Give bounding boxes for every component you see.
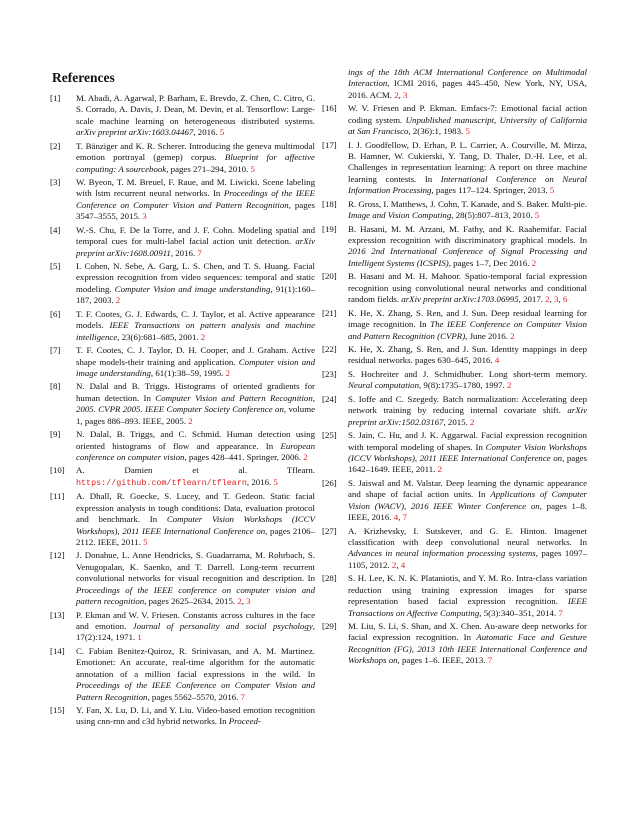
reference-venue: IEEE Transactions on Affective Computing bbox=[348, 596, 587, 618]
reference-entry bbox=[322, 394, 587, 428]
reference-venue: Proceedings of the IEEE Conference on Computer Vision and Pattern Recognition bbox=[76, 188, 315, 210]
reference-text: , pages 117–124. Springer, 2013. bbox=[431, 185, 550, 196]
reference-text: C. Fabian Benitez-Quiroz, R. Srinivasan, and A. M. Martinez. Emotionet: An accurate, real-time algorithm for the automatic annotation of a million facial expressions in the wild. In bbox=[76, 645, 315, 679]
references-heading: References bbox=[52, 70, 115, 85]
backref-link[interactable]: 2 bbox=[510, 330, 515, 341]
reference-text: , 5(3):340–351, 2014. bbox=[479, 607, 559, 618]
backref-link[interactable]: 4 bbox=[400, 559, 406, 570]
reference-entry bbox=[322, 344, 587, 367]
reference-venue: Advances in neural information processing systems bbox=[348, 548, 536, 559]
reference-text: , 2016. bbox=[246, 476, 274, 487]
reference-text: M. Liu, S. Li, S. Shan, and X. Chen. Au-aware deep networks for facial expression recognition. In bbox=[348, 621, 587, 643]
reference-text: Y. Fan, X. Lu, D. Li, and Y. Liu. Video-based emotion recognition using cnn-rnn and c3d hybrid networks. In bbox=[76, 705, 315, 727]
reference-entry bbox=[322, 224, 587, 270]
reference-number: [3] bbox=[50, 177, 61, 188]
reference-number: [20] bbox=[322, 271, 337, 282]
reference-text: , bbox=[241, 596, 247, 607]
reference-venue: Neural computation bbox=[348, 380, 419, 391]
backref-link[interactable]: 5 bbox=[534, 210, 540, 221]
reference-text: , volume 1, pages 886–893. IEEE, 2005. bbox=[76, 404, 316, 426]
backref-link[interactable]: 2 bbox=[200, 331, 206, 342]
reference-entry bbox=[50, 646, 315, 703]
reference-number: [18] bbox=[322, 198, 337, 209]
backref-link[interactable]: 2 bbox=[115, 295, 121, 306]
reference-venue: Computer Vision and image understanding bbox=[114, 283, 271, 294]
reference-text: , 2(36):1, 1983. bbox=[408, 126, 466, 137]
reference-number: [6] bbox=[50, 308, 61, 319]
reference-number: [7] bbox=[50, 345, 61, 356]
reference-venue: European conference on computer vision bbox=[76, 440, 315, 462]
reference-text: , bbox=[558, 294, 563, 305]
reference-number: [8] bbox=[50, 381, 61, 392]
reference-text: , pages 2106–2112. IEEE, 2011. bbox=[76, 525, 315, 547]
reference-number: [10] bbox=[50, 465, 65, 476]
reference-text: S. Hochreiter and J. Schmidhuber. Long short-term memory. bbox=[348, 368, 587, 379]
reference-number: [21] bbox=[322, 307, 337, 318]
reference-venue: Computer Vision Workshops (ICCV Workshops), 2011 IEEE International Conference on bbox=[76, 514, 315, 536]
backref-link[interactable]: 2 bbox=[188, 415, 193, 426]
reference-venue: IEEE Transactions on pattern analysis and machine intelligence bbox=[76, 320, 316, 342]
backref-link[interactable]: 5 bbox=[250, 163, 255, 174]
reference-entry bbox=[50, 141, 315, 175]
reference-text: A. Dhall, R. Goecke, S. Lucey, and T. Gedeon. Static facial expression analysis in tough conditions: Data, evaluation protocol and benchmark. In bbox=[76, 491, 315, 525]
reference-text: S. Jain, C. Hu, and J. K. Aggarwal. Facial expression recognition with temporal modeling of shapes. In bbox=[348, 430, 587, 452]
backref-link[interactable]: 5 bbox=[219, 127, 225, 138]
reference-number: [16] bbox=[322, 103, 337, 114]
reference-venue: Proceed- bbox=[228, 716, 261, 727]
reference-text: T. F. Cootes, C. J. Taylor, D. H. Cooper, and J. Graham. Active shape models-their training and application. bbox=[76, 345, 315, 367]
reference-entry bbox=[322, 478, 587, 524]
reference-text: B. Hasani and M. H. Mahoor. Spatio-temporal facial expression recognition using convolutional neural networks and conditional random fields. bbox=[348, 271, 587, 305]
reference-entry bbox=[50, 177, 315, 223]
reference-text: N. Dalal, B. Triggs, and C. Schmid. Human detection using oriented histograms of flow and appearance. In bbox=[76, 429, 315, 451]
reference-entry bbox=[50, 93, 315, 139]
backref-link[interactable]: 2 bbox=[470, 416, 475, 427]
backref-link[interactable]: 3 bbox=[142, 211, 147, 222]
reference-venue: arXiv preprint arXiv:1603.04467 bbox=[76, 127, 194, 138]
reference-venue: ings of the 18th ACM International Conference on Multimodal Interaction bbox=[348, 67, 587, 89]
left-column bbox=[50, 93, 315, 730]
reference-number: [17] bbox=[322, 139, 337, 150]
reference-entry bbox=[322, 573, 587, 619]
reference-entry bbox=[50, 309, 315, 343]
reference-number: [29] bbox=[322, 621, 337, 631]
reference-number: [19] bbox=[322, 223, 337, 234]
reference-venue: Computer Vision Workshops (ICCV Workshops), 2011 IEEE International Conference on bbox=[348, 441, 587, 463]
reference-text: , pages 271–294, 2010. bbox=[166, 163, 251, 174]
reference-entry bbox=[50, 465, 315, 489]
reference-text: , 17(2):124, 1971. bbox=[76, 621, 315, 643]
reference-entry bbox=[322, 308, 587, 342]
reference-venue: Applications of Computer Vision (WACV), 2016 IEEE Winter Conference on bbox=[348, 489, 587, 511]
backref-link[interactable]: 2 bbox=[303, 451, 308, 462]
reference-number: [23] bbox=[322, 368, 337, 379]
reference-text: K. He, X. Zhang, S. Ren, and J. Sun. Deep residual learning for image recognition. In bbox=[348, 307, 587, 330]
reference-text: , pages 5562–5570, 2016. bbox=[147, 691, 241, 702]
backref-link[interactable]: 2 bbox=[225, 367, 231, 378]
reference-text: I. Cohen, N. Sebe, A. Garg, L. S. Chen, and T. S. Huang. Facial expression recognition from video sequences: temporal and static modeling. bbox=[76, 261, 315, 294]
backref-link[interactable]: 7 bbox=[402, 512, 407, 523]
backref-link[interactable]: 5 bbox=[549, 185, 555, 196]
reference-number: [14] bbox=[50, 645, 65, 656]
reference-number: [4] bbox=[50, 224, 61, 235]
reference-text: , pages 1–6. IEEE, 2013. bbox=[397, 655, 488, 666]
reference-number: [12] bbox=[50, 550, 65, 561]
reference-venue: Journal of personality and social psychology bbox=[132, 621, 313, 631]
reference-text: W. V. Friesen and P. Ekman. Emfacs-7: Emotional facial action coding system. bbox=[348, 103, 587, 125]
reference-text: , pages 3547–3555, 2015. bbox=[76, 199, 315, 222]
reference-entry bbox=[322, 430, 587, 476]
reference-entry bbox=[50, 429, 315, 463]
reference-number: [26] bbox=[322, 477, 337, 488]
reference-text: , 2016. bbox=[170, 247, 198, 258]
backref-link[interactable]: 2 bbox=[506, 380, 512, 391]
reference-text: , 9(8):1735–1780, 1997. bbox=[419, 380, 507, 391]
backref-link[interactable]: 4 bbox=[494, 355, 500, 366]
reference-venue: arXiv preprint arXiv:1502.03167 bbox=[348, 405, 587, 427]
backref-link[interactable]: 3 bbox=[554, 294, 559, 305]
reference-number: [28] bbox=[322, 573, 337, 584]
reference-text: , 2016. bbox=[193, 127, 220, 138]
reference-entry bbox=[322, 103, 587, 137]
backref-link[interactable]: 7 bbox=[240, 691, 246, 702]
reference-venue: arXiv preprint arXiv:1703.06995 bbox=[401, 294, 519, 305]
url-link[interactable]: https://github.com/tflearn/tflearn bbox=[76, 477, 247, 488]
reference-venue: arXiv preprint arXiv:1608.00911 bbox=[76, 236, 315, 258]
reference-number: [25] bbox=[322, 430, 337, 441]
reference-venue: Automatic Face and Gesture Recognition (FG), 2013 10th IEEE International Conference and Workshops on bbox=[348, 632, 587, 666]
reference-text: , bbox=[396, 559, 401, 570]
reference-text: W.-S. Chu, F. De la Torre, and J. F. Cohn. Modeling spatial and temporal cues for multi-label facial action unit detection. bbox=[76, 224, 315, 247]
reference-entry bbox=[50, 261, 315, 307]
reference-text: S. H. Lee, K. N. K. Plataniotis, and Y. M. Ro. Intra-class variation reduction using training expression images for sparse representation based facial expression recognition. bbox=[348, 573, 587, 607]
reference-venue: International Conference on Neural Information Processing bbox=[348, 173, 587, 196]
reference-venue: Blueprint for affective computing: A sourcebook bbox=[76, 152, 315, 174]
reference-number: [5] bbox=[50, 261, 61, 272]
reference-text: , pages 1097–1105, 2012. bbox=[348, 548, 587, 570]
reference-entry bbox=[50, 550, 315, 607]
reference-text: A. Krizhevsky, I. Sutskever, and G. E. Hinton. Imagenet classification with deep convolutional neural networks. In bbox=[348, 525, 587, 547]
reference-text: A. Damien et al. Tflearn. bbox=[76, 465, 315, 476]
reference-venue: Computer vision and image understanding bbox=[76, 356, 316, 378]
reference-text: , pages 1–7, Dec 2016. bbox=[448, 257, 532, 268]
reference-venue: Unpublished manuscript, University of California at San Francisco bbox=[348, 114, 587, 137]
reference-number: [1] bbox=[50, 93, 61, 103]
reference-text: S. Ioffe and C. Szegedy. Batch normalization: Accelerating deep network training by reducing internal covariate shift. bbox=[348, 393, 587, 416]
right-column bbox=[322, 67, 587, 669]
backref-link[interactable]: 2 bbox=[391, 559, 397, 570]
reference-text: M. Abadi, A. Agarwal, P. Barham, E. Brevdo, Z. Chen, C. Citro, G. S. Corrado, A. Davis, J. Dean, M. Devin, et al. Tensorflow: Large-scale machine learning on heterogeneous distributed systems. bbox=[76, 93, 315, 126]
backref-link[interactable]: 5 bbox=[143, 536, 148, 547]
backref-link[interactable]: 4 bbox=[393, 512, 399, 523]
reference-text: B. Hasani, M. M. Arzani, M. Fathy, and K. Raahemifar. Facial expression recognition with discriminatory graphical models. In bbox=[348, 223, 587, 246]
backref-link[interactable]: 5 bbox=[273, 476, 278, 487]
reference-text: , 28(5):807–813, 2010. bbox=[451, 210, 535, 221]
reference-number: [15] bbox=[50, 705, 65, 716]
reference-text: , pages 1–8. IEEE, 2016. bbox=[348, 500, 588, 523]
reference-text: R. Gross, I. Matthews, J. Cohn, T. Kanade, and S. Baker. Multi-pie. bbox=[348, 198, 587, 209]
reference-text: , 91(1):160–187, 2003. bbox=[76, 283, 315, 306]
reference-entry bbox=[50, 225, 315, 259]
reference-number: [22] bbox=[322, 344, 337, 354]
reference-entry bbox=[322, 199, 587, 222]
backref-link[interactable]: 2 bbox=[531, 257, 537, 268]
reference-text: S. Jaiswal and M. Valstar. Deep learning the dynamic appearance and shape of facial action units. In bbox=[348, 477, 587, 500]
reference-venue: Computer Vision and Pattern Recognition, 2005. CVPR 2005. IEEE Computer Society Conference on bbox=[76, 392, 315, 415]
backref-link[interactable]: 2 bbox=[545, 294, 550, 305]
reference-entry bbox=[50, 345, 315, 379]
reference-text: W. Byeon, T. M. Breuel, F. Raue, and M. Liwicki. Scene labeling with lstm recurrent neural networks. In bbox=[76, 177, 315, 199]
reference-number: [9] bbox=[50, 429, 61, 440]
reference-venue: Proceedings of the IEEE Conference on Computer Vision and Pattern Recognition bbox=[76, 680, 315, 702]
backref-link[interactable]: 2 bbox=[237, 596, 242, 607]
backref-link[interactable]: 2 bbox=[437, 464, 442, 475]
backref-link[interactable]: 3 bbox=[246, 596, 251, 607]
reference-number: [13] bbox=[50, 609, 65, 620]
reference-venue: Proceedings of the IEEE conference on computer vision and pattern recognition bbox=[76, 584, 315, 607]
reference-entry bbox=[322, 271, 587, 305]
backref-link[interactable]: 7 bbox=[487, 655, 493, 666]
backref-link[interactable]: 2 bbox=[394, 89, 399, 100]
reference-text: , 23(6):681–685, 2001. bbox=[117, 331, 201, 342]
backref-link[interactable]: 7 bbox=[558, 607, 563, 618]
reference-number: [2] bbox=[50, 140, 61, 151]
reference-text: T. Bänziger and K. R. Scherer. Introducing the geneva multimodal emotion portrayal (gemep) corpus. bbox=[76, 140, 315, 163]
reference-text: , bbox=[549, 294, 555, 305]
reference-text: , 2017. bbox=[518, 294, 546, 305]
reference-text: , pages 428–441. Springer, 2006. bbox=[184, 451, 304, 462]
reference-venue: 2016 2nd International Conference of Signal Processing and Intelligent Systems (ICSPIS) bbox=[348, 246, 587, 268]
reference-continuation bbox=[322, 67, 587, 101]
reference-entry bbox=[50, 491, 315, 548]
reference-text: I. J. Goodfellow, D. Erhan, P. L. Carrier, A. Courville, M. Mirza, B. Hamner, W. Cukierski, Y. Tang, D. Thaler, D.-H. Lee, et al. Challenges in representation learning: A report on three machine learning contests. In bbox=[348, 139, 587, 184]
reference-number: [11] bbox=[50, 491, 65, 502]
reference-number: [24] bbox=[322, 393, 337, 404]
backref-link[interactable]: 5 bbox=[465, 126, 470, 137]
reference-text: , bbox=[398, 89, 404, 100]
reference-text: , 61(1):38–59, 1995. bbox=[150, 367, 226, 378]
reference-entry bbox=[50, 381, 315, 427]
reference-text: , bbox=[398, 512, 403, 523]
reference-text: T. F. Cootes, G. J. Edwards, C. J. Taylor, et al. Active appearance models. bbox=[76, 308, 315, 331]
reference-venue: Image and Vision Computing bbox=[348, 210, 452, 221]
backref-link[interactable]: 6 bbox=[562, 294, 568, 305]
reference-text: , 2015. bbox=[443, 416, 471, 427]
reference-text: N. Dalal and B. Triggs. Histograms of oriented gradients for human detection. In bbox=[76, 381, 315, 403]
reference-text: P. Ekman and W. V. Friesen. Constants across cultures in the face and emotion. bbox=[76, 609, 315, 631]
reference-entry bbox=[322, 621, 587, 667]
reference-text: , pages 2625–2634, 2015. bbox=[144, 596, 238, 607]
backref-link[interactable]: 1 bbox=[137, 632, 142, 643]
reference-venue: The IEEE Conference on Computer Vision and Pattern Recognition (CVPR) bbox=[348, 319, 587, 341]
reference-entry bbox=[322, 140, 587, 197]
backref-link[interactable]: 3 bbox=[403, 89, 408, 100]
reference-number: [27] bbox=[322, 525, 337, 536]
reference-text: , pages 1642–1649. IEEE, 2011. bbox=[348, 452, 588, 475]
backref-link[interactable]: 7 bbox=[197, 247, 202, 258]
reference-entry bbox=[322, 369, 587, 392]
reference-text: , ICMI 2016, pages 445–450, New York, NY, USA, 2016. ACM. bbox=[348, 78, 587, 100]
reference-entry bbox=[50, 705, 315, 728]
reference-entry bbox=[50, 610, 315, 644]
reference-text: K. He, X. Zhang, S. Ren, and J. Sun. Identity mappings in deep residual networks. pages 630–645, 2016. bbox=[348, 344, 587, 366]
reference-text: , June 2016. bbox=[465, 330, 511, 341]
reference-text: J. Donahue, L. Anne Hendricks, S. Guadarrama, M. Rohrbach, S. Venugopalan, K. Saenko, and T. Darrell. Long-term recurrent convolutional networks for visual recognition and description. In bbox=[76, 550, 315, 584]
reference-entry bbox=[322, 526, 587, 572]
